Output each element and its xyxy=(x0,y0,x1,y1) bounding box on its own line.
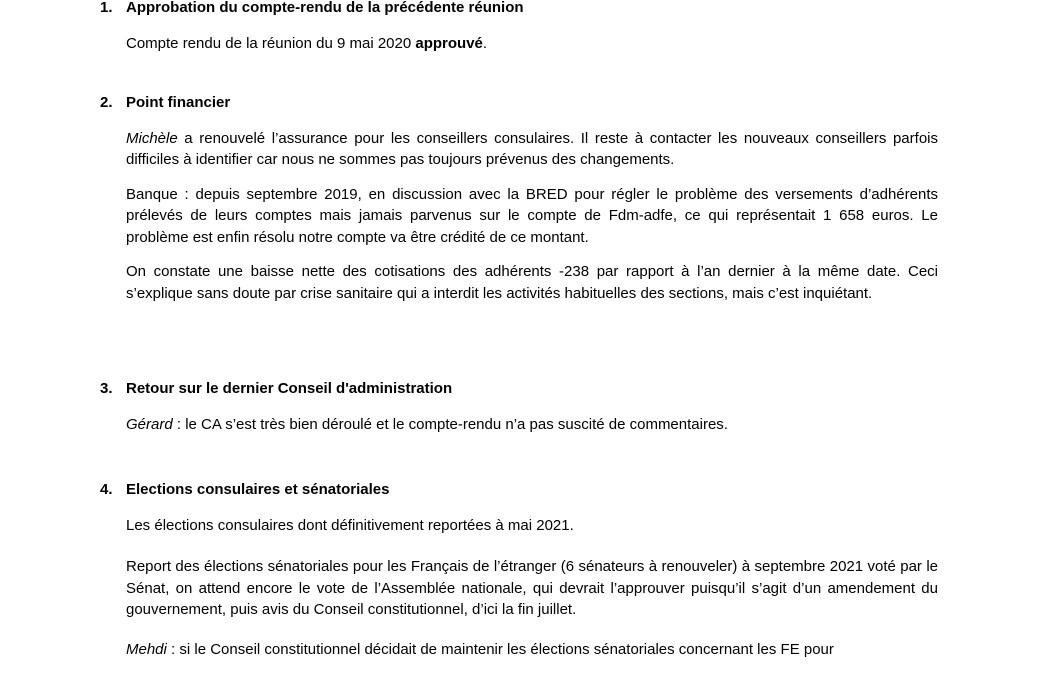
section-3-paragraph-1 xyxy=(126,414,938,436)
section-4-title: Elections consulaires et sénatoriales xyxy=(126,481,390,498)
document-content xyxy=(100,0,938,673)
paragraph-text: Compte rendu de la réunion du 9 mai 2020 xyxy=(126,34,416,52)
section-2-heading xyxy=(100,92,938,114)
paragraph-text: On constate une baisse nette des cotisations des adhérents -238 par rapport à l’an dernier à la même date. Ceci s’explique sans doute par crise sanitaire qui a interdit les activités habituelles des sections, mais c’est inquiétant. xyxy=(126,263,938,302)
section-1-paragraph-1 xyxy=(126,33,938,55)
speaker-name: Mehdi xyxy=(126,640,167,658)
section-4-number: 4. xyxy=(100,481,113,498)
section-4-paragraph-3-clipped xyxy=(126,639,938,661)
section-3-title: Retour sur le dernier Conseil d'administration xyxy=(126,380,453,397)
paragraph-text: : si le Conseil constitutionnel décidait de maintenir les élections sénatoriales concernant les FE pour xyxy=(166,640,834,658)
section-2-paragraph-2 xyxy=(126,184,938,249)
paragraph-text: a renouvelé l’assurance pour les conseillers consulaires. Il reste à contacter les nouveaux conseillers parfois difficiles à identifier car nous ne sommes pas toujours prévenus des changements. xyxy=(126,129,938,168)
paragraph-text: : le CA s’est très bien déroulé et le compte-rendu n’a pas suscité de commentaires. xyxy=(172,415,728,433)
paragraph-text: Les élections consulaires dont définitivement reportées à mai 2021. xyxy=(126,516,574,534)
section-4-heading xyxy=(100,479,938,501)
section-2-paragraph-3 xyxy=(126,261,938,304)
section-3-number: 3. xyxy=(100,380,113,397)
section-3-heading xyxy=(100,378,938,400)
paragraph-text: . xyxy=(482,34,488,52)
section-4-paragraph-1 xyxy=(126,515,938,537)
section-4-paragraph-2 xyxy=(126,556,938,621)
section-1-title: Approbation du compte-rendu de la précédente réunion xyxy=(126,0,524,16)
paragraph-bold-text: approuvé xyxy=(415,34,483,52)
speaker-name: Gérard xyxy=(126,415,173,433)
section-1-heading xyxy=(100,0,938,19)
speaker-name: Michèle xyxy=(126,129,178,147)
section-1-number: 1. xyxy=(100,0,113,16)
section-2-paragraph-1 xyxy=(126,128,938,171)
paragraph-text: Banque : depuis septembre 2019, en discussion avec la BRED pour régler le problème des versements d’adhérents prélevés de leurs comptes mais jamais parvenus sur le compte de Fdm-adfe, ce qui représentait 1 658 euros. Le problème est enfin résolu notre compte va être crédité de ce montant. xyxy=(126,185,938,246)
paragraph-text: Report des élections sénatoriales pour les Français de l’étranger (6 sénateurs à renouveler) à septembre 2021 voté par le Sénat, on attend encore le vote de l’Assemblée nationale, qui devrait l’approuver puisqu’il s’agit d’un amendement du gouvernement, puis avis du Conseil constitutionnel, d’ici la fin juillet. xyxy=(126,558,938,618)
section-2-title: Point financier xyxy=(126,94,231,111)
section-2-number: 2. xyxy=(100,94,113,111)
